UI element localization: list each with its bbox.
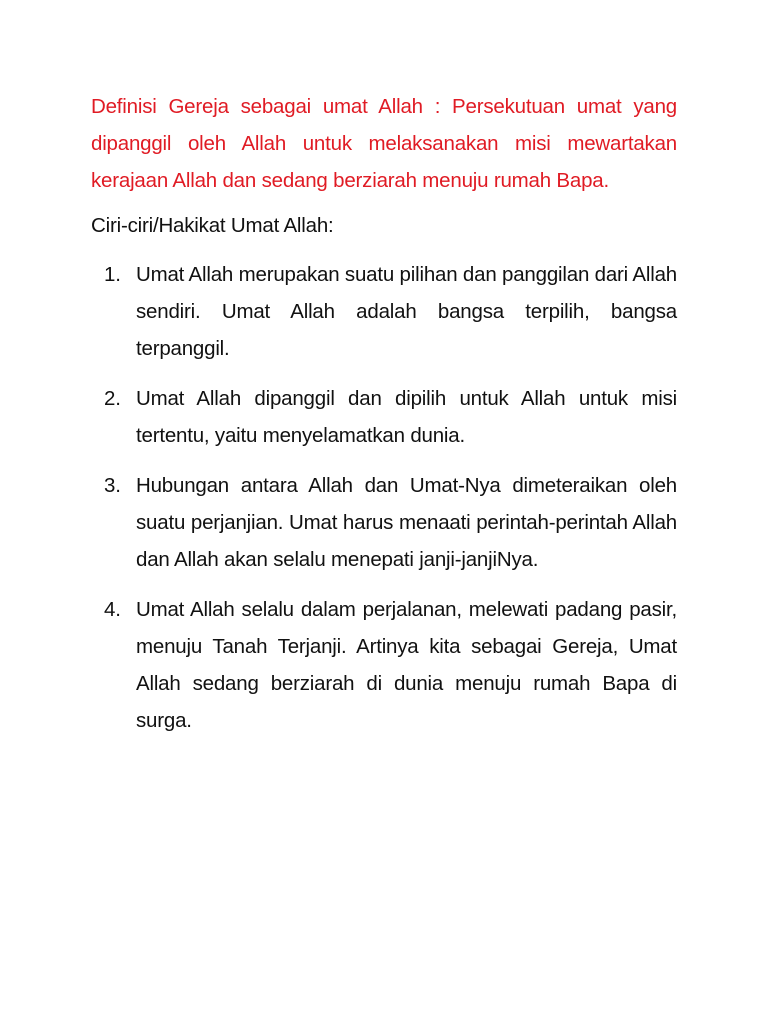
list-item-text: Umat Allah dipanggil dan dipilih untuk Allah untuk misi tertentu, yaitu menyelamatkan dunia.: [136, 387, 677, 447]
list-item-text: Hubungan antara Allah dan Umat-Nya dimeteraikan oleh suatu perjanjian. Umat harus menaati perintah-perintah Allah dan Allah akan selalu menepati janji-janjiNya.: [136, 474, 677, 571]
list-item-number: 1.: [104, 263, 121, 286]
list-item: [91, 256, 677, 367]
list-item: [91, 467, 677, 578]
traits-list: [91, 256, 677, 739]
list-item-number: 4.: [104, 598, 121, 621]
document-page: [91, 88, 677, 752]
list-item-text: Umat Allah selalu dalam perjalanan, melewati padang pasir, menuju Tanah Terjanji. Artinya kita sebagai Gereja, Umat Allah sedang berziarah di dunia menuju rumah Bapa di surga.: [136, 598, 677, 732]
list-item: [91, 380, 677, 454]
definition-paragraph: Definisi Gereja sebagai umat Allah : Persekutuan umat yang dipanggil oleh Allah untuk melaksanakan misi mewartakan kerajaan Allah dan sedang berziarah menuju rumah Bapa.: [91, 95, 677, 192]
list-item-number: 3.: [104, 474, 121, 497]
list-item-text: Umat Allah merupakan suatu pilihan dan panggilan dari Allah sendiri. Umat Allah adalah bangsa terpilih, bangsa terpanggil.: [136, 263, 677, 360]
list-item: [91, 591, 677, 739]
list-item-number: 2.: [104, 387, 121, 410]
traits-heading: Ciri-ciri/Hakikat Umat Allah:: [91, 214, 334, 237]
